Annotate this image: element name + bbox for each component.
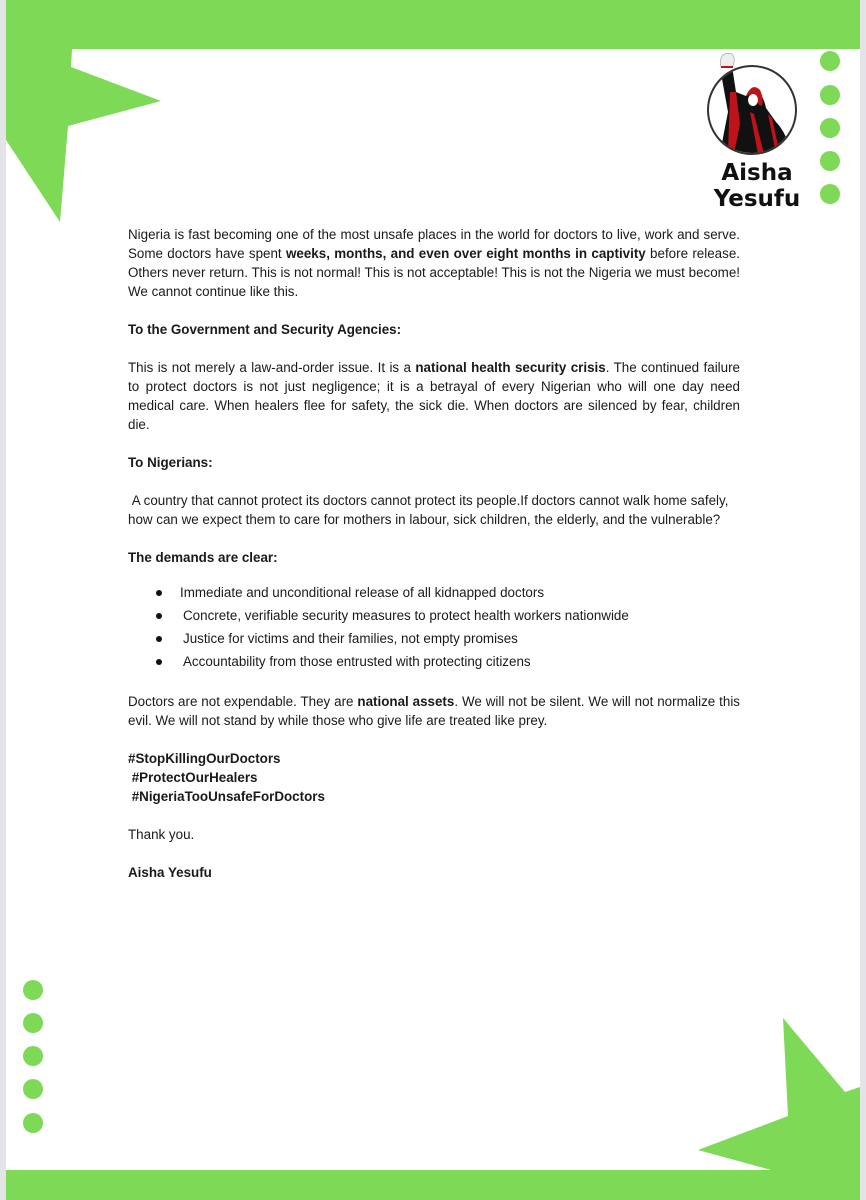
decorative-dot (820, 184, 840, 204)
signature: Aisha Yesufu (128, 865, 212, 880)
decorative-dot (820, 118, 840, 138)
letter-page (6, 0, 860, 1200)
decorative-dot (23, 1013, 43, 1033)
decorative-dot (820, 151, 840, 171)
letter-body (128, 225, 740, 901)
intro-paragraph (128, 225, 740, 301)
hashtag-list (128, 749, 740, 806)
demand-item: Justice for victims and their families, not empty promises (128, 627, 740, 650)
logo-name-line2: Yesufu (713, 186, 801, 212)
logo-wordmark (702, 160, 812, 212)
decorative-dot (820, 51, 840, 71)
government-paragraph (128, 358, 740, 434)
decorative-dot (23, 1046, 43, 1066)
nigerians-heading: To Nigerians: (128, 455, 213, 470)
hashtag: #ProtectOurHealers (128, 770, 258, 785)
intro-text-cont: before release. Others never return. This is not normal! This is not acceptable! This is not the Nigeria we must become! We cannot continue like this. (128, 246, 740, 299)
government-text-cont: . The continued failure to protect doctors is not just negligence; it is a betrayal of every Nigerian who will one day need medical care. When healers flee for safety, the sick die. When doctors are silenced by fear, children die. (128, 360, 741, 432)
closing-emphasis: national assets (357, 694, 455, 709)
demands-heading: The demands are clear: (128, 550, 278, 565)
closing-text: Doctors are not expendable. They are (128, 694, 358, 709)
logo-name-line1: Aisha (721, 160, 793, 186)
government-text: This is not merely a law-and-order issue. It is a (128, 360, 416, 375)
intro-text: Nigeria is fast becoming one of the most unsafe places in the world for doctors to live, work and serve. Some doctors have spent (128, 227, 740, 261)
hashtag: #StopKillingOurDoctors (128, 751, 281, 766)
demand-item: Concrete, verifiable security measures to protect health workers nationwide (128, 604, 740, 627)
decorative-dot (820, 85, 840, 105)
hashtag: #NigeriaTooUnsafeForDoctors (128, 789, 325, 804)
decorative-dot (23, 980, 43, 1000)
decorative-dot (23, 1079, 43, 1099)
decorative-dot (23, 1113, 43, 1133)
closing-paragraph (128, 692, 740, 730)
nigerians-paragraph: A country that cannot protect its doctors cannot protect its people.If doctors cannot walk home safely, how can we expect them to care for mothers in labour, sick children, the elderly, and the vulnerable? (128, 493, 733, 527)
demand-item: Accountability from those entrusted with protecting citizens (128, 650, 740, 673)
closing-text-cont: . We will not be silent. We will not normalize this evil. We will not stand by while those who give life are treated like prey. (128, 694, 741, 728)
demand-item: Immediate and unconditional release of all kidnapped doctors (128, 581, 740, 604)
thanks-line: Thank you. (128, 827, 195, 842)
demands-list (128, 581, 740, 673)
raised-fist-woman-portrait-icon (706, 52, 816, 158)
government-heading: To the Government and Security Agencies: (128, 322, 402, 337)
government-emphasis: national health security crisis (415, 360, 606, 375)
intro-emphasis: weeks, months, and even over eight months in captivity (285, 246, 646, 261)
